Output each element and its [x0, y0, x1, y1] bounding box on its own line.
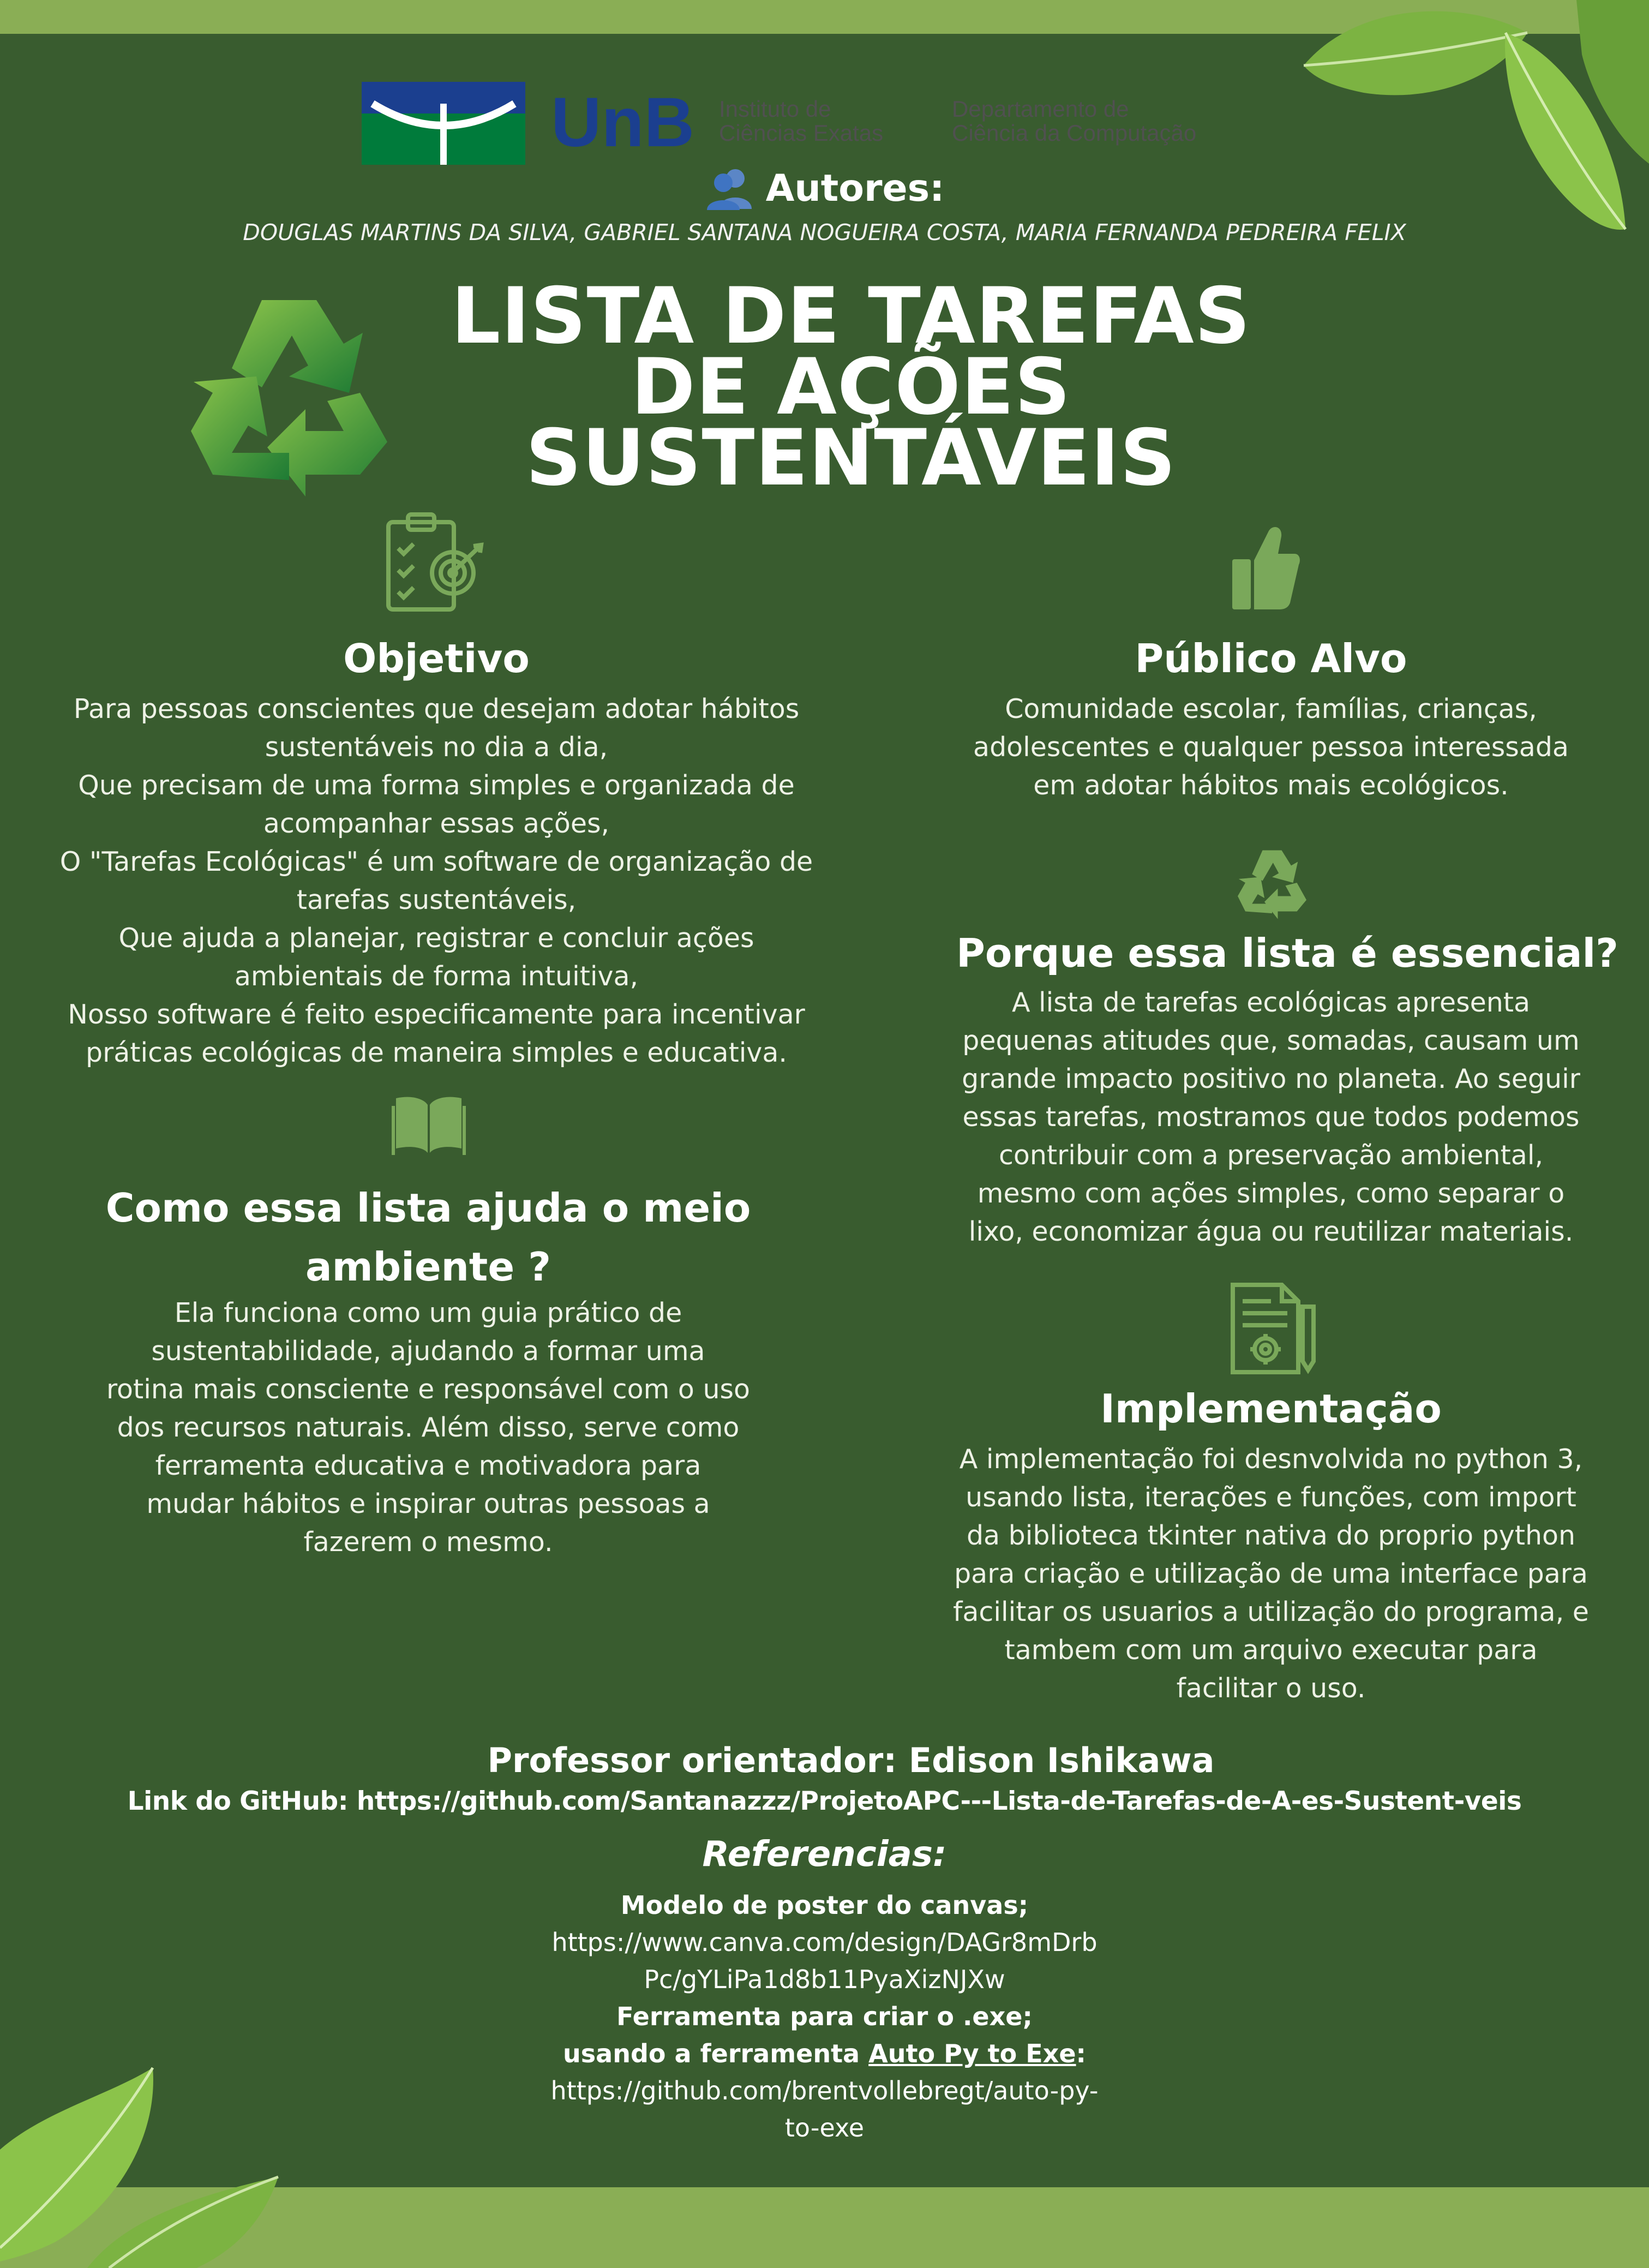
publico-line: em adotar hábitos mais ecológicos. [1033, 770, 1509, 801]
institute-line: Instituto de [719, 96, 831, 122]
reference-tool-line [0, 2035, 1649, 2072]
users-icon [705, 166, 754, 210]
objetivo-line: Que precisam de uma forma simples e organizada de [78, 770, 795, 801]
objetivo-line: Nosso software é feito especificamente para incentivar [68, 999, 805, 1030]
title-line: SUSTENTÁVEIS [525, 413, 1177, 503]
como-line: dos recursos naturais. Além disso, serve como [117, 1412, 740, 1443]
implementacao-line: usando lista, iterações e funções, com import [966, 1482, 1576, 1513]
implementacao-line: A implementação foi desnvolvida no python 3, [959, 1444, 1583, 1475]
porque-line: grande impacto positivo no planeta. Ao seguir [962, 1063, 1580, 1094]
porque-body [927, 984, 1615, 1251]
reference-tool-label: Ferramenta para criar o .exe; [616, 2002, 1033, 2031]
authors-names: DOUGLAS MARTINS DA SILVA, GABRIEL SANTANA NOGUEIRA COSTA, MARIA FERNANDA PEDREIRA FELIX [243, 219, 1406, 246]
leaves-top-right-icon [1271, 0, 1649, 306]
como-body [0, 1294, 856, 1561]
objetivo-line: Para pessoas conscientes que desejam adotar hábitos [73, 693, 800, 725]
unb-emblem-icon [362, 82, 525, 165]
objetivo-line: tarefas sustentáveis, [296, 884, 577, 915]
reference-tool-url[interactable]: https://github.com/brentvollebregt/auto-py- [550, 2076, 1099, 2105]
publico-heading: Público Alvo [1135, 636, 1407, 681]
como-line: ferramenta educativa e motivadora para [155, 1450, 701, 1481]
reference-tool-suffix: : [1076, 2039, 1086, 2068]
department-line: Ciência da Computação [952, 120, 1197, 146]
como-heading [0, 1178, 856, 1296]
institute-line: Ciências Exatas [719, 120, 884, 146]
publico-line: Comunidade escolar, famílias, crianças, [1005, 693, 1537, 725]
como-line: sustentabilidade, ajudando a formar uma [151, 1336, 705, 1367]
reference-tool-url[interactable]: to-exe [784, 2113, 865, 2143]
objetivo-heading: Objetivo [343, 636, 530, 681]
objetivo-line: ambientais de forma intuitiva, [234, 961, 639, 992]
department-name [952, 97, 1196, 145]
thumbs-up-icon [1230, 521, 1301, 614]
department-line: Departamento de [952, 96, 1129, 122]
reference-tool-prefix: usando a ferramenta [563, 2039, 869, 2068]
authors-header [0, 164, 1649, 213]
references-list [0, 1887, 1649, 2146]
objetivo-line: acompanhar essas ações, [263, 808, 610, 839]
implementacao-line: facilitar o uso. [1176, 1673, 1366, 1704]
recycle-icon [180, 284, 398, 502]
porque-heading: Porque essa lista é essencial? [956, 930, 1618, 976]
reference-canva-url[interactable]: Pc/gYLiPa1d8b11PyaXizNJXw [644, 1965, 1005, 1994]
poster-title [376, 271, 1326, 503]
objetivo-line: práticas ecológicas de maneira simples e educativa. [85, 1037, 788, 1068]
objetivo-line: Que ajuda a planejar, registrar e concluir ações [118, 923, 754, 954]
unb-logo-text: UnB [551, 83, 695, 161]
porque-line: contribuir com a preservação ambiental, [998, 1140, 1544, 1171]
porque-line: lixo, economizar água ou reutilizar materiais. [968, 1216, 1574, 1247]
objetivo-body [0, 690, 873, 1072]
authors-label: Autores: [765, 166, 945, 210]
small-recycle-icon [1234, 845, 1310, 921]
como-heading-line: Como essa lista ajuda o meio [105, 1185, 751, 1231]
book-icon [392, 1093, 466, 1158]
auto-py-to-exe-link[interactable]: Auto Py to Exe [868, 2039, 1076, 2068]
como-line: mudar hábitos e inspirar outras pessoas a [146, 1488, 710, 1519]
porque-line: mesmo com ações simples, como separar o [977, 1178, 1565, 1209]
reference-model-label: Modelo de poster do canvas; [620, 1890, 1029, 1920]
porque-line: essas tarefas, mostramos que todos podemos [962, 1102, 1580, 1133]
title-line: LISTA DE TAREFAS [451, 271, 1251, 361]
publico-body [927, 690, 1615, 805]
implementacao-body [927, 1440, 1615, 1708]
implementacao-heading: Implementação [1100, 1386, 1442, 1432]
unb-emblem [362, 82, 525, 165]
title-line: DE AÇÕES [631, 342, 1071, 432]
references-heading: Referencias: [702, 1834, 947, 1875]
implementacao-line: da biblioteca tkinter nativa do proprio python [966, 1520, 1576, 1551]
implementacao-line: tambem com um arquivo executar para [1004, 1635, 1538, 1666]
professor-line: Professor orientador: Edison Ishikawa [487, 1740, 1215, 1780]
como-heading-line: ambiente ? [305, 1244, 551, 1290]
implementacao-line: facilitar os usuarios a utilização do programa, e [953, 1596, 1589, 1627]
document-gear-icon [1222, 1279, 1320, 1378]
objetivo-line: sustentáveis no dia a dia, [265, 732, 608, 763]
reference-canva-url[interactable]: https://www.canva.com/design/DAGr8mDrb [551, 1928, 1098, 1957]
github-link[interactable]: Link do GitHub: https://github.com/Santanazzz/ProjetoAPC---Lista-de-Tarefas-de-A-es-Sustent-veis [127, 1786, 1522, 1816]
objetivo-line: O "Tarefas Ecológicas" é um software de organização de [59, 846, 813, 877]
publico-line: adolescentes e qualquer pessoa interessada [973, 732, 1569, 763]
como-line: fazerem o mesmo. [303, 1527, 553, 1558]
institute-name [719, 97, 883, 145]
clipboard-target-icon [382, 510, 491, 614]
como-line: rotina mais consciente e responsável com o uso [106, 1374, 751, 1405]
como-line: Ela funciona como um guia prático de [174, 1297, 682, 1329]
implementacao-line: para criação e utilização de uma interface para [954, 1558, 1588, 1589]
porque-line: A lista de tarefas ecológicas apresenta [1011, 987, 1531, 1018]
porque-line: pequenas atitudes que, somadas, causam um [962, 1025, 1580, 1056]
